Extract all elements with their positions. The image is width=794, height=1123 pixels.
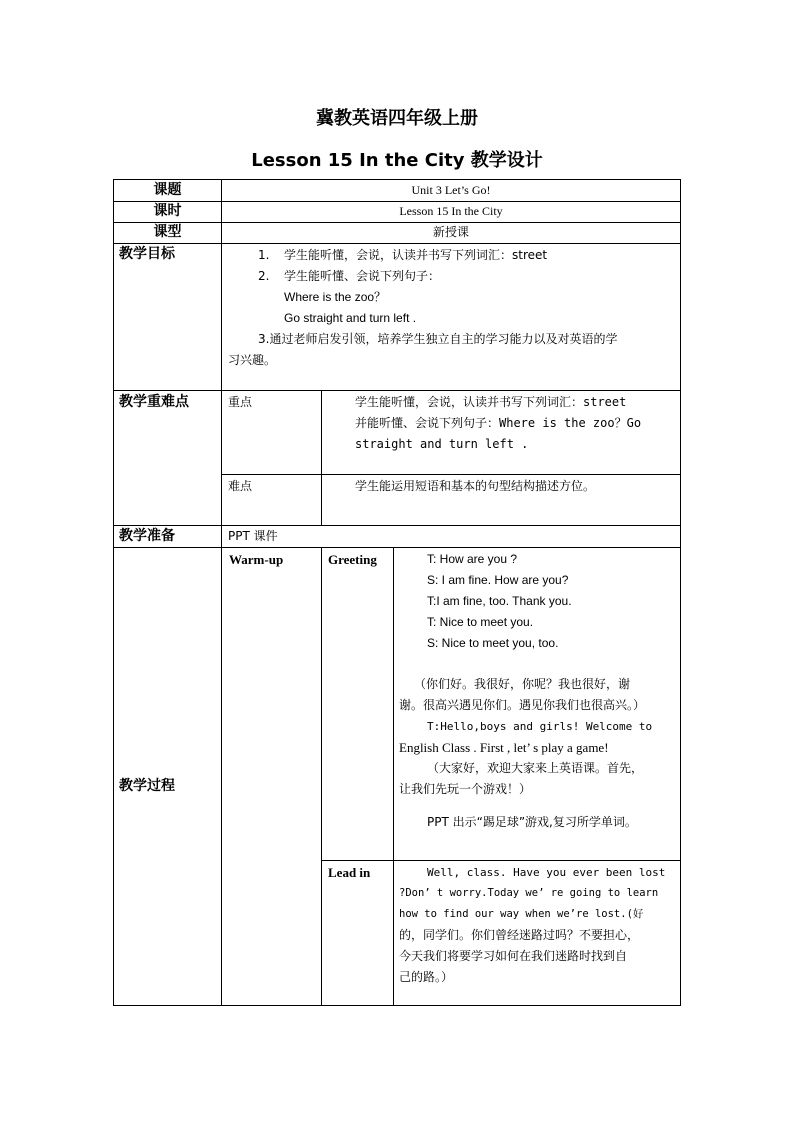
lesson-value: Lesson 15 In the City [399, 204, 503, 218]
greeting-translation: （你们好。我很好，你呢？我也很好，谢 [414, 677, 631, 691]
table-border [321, 860, 681, 861]
goal-item-number: 1. [258, 248, 270, 262]
table-border [321, 547, 322, 1006]
table-border [680, 179, 681, 1006]
key-text: 并能听懂、会说下列句子：Where is the zoo？Go [355, 416, 642, 430]
dialogue-line: T: How are you ? [427, 552, 518, 566]
topic-label: 课题 [153, 182, 182, 198]
table-border [221, 179, 222, 1006]
greeting-label: Greeting [328, 552, 377, 567]
dialogue-line: S: Nice to meet you, too. [427, 636, 559, 650]
table-border [113, 179, 114, 1006]
leadin-translation: 的，同学们。你们曾经迷路过吗？不要担心， [399, 928, 640, 942]
key-label: 重点 [228, 395, 253, 409]
leadin-translation: 今天我们将要学习如何在我们迷路时找到自 [399, 949, 628, 963]
goal-item-3-cont: 习兴趣。 [228, 353, 277, 367]
table-border [321, 390, 322, 526]
greeting-translation: 谢。很高兴遇见你们。遇见你我们也很高兴。） [399, 698, 646, 712]
welcome-translation: 让我们先玩一个游戏！） [399, 782, 532, 796]
leadin-text: how to find our way when we’re lost.(好 [399, 908, 644, 920]
leadin-text: ?Don’ t worry.Today we’ re going to learn [399, 887, 659, 899]
goal-item-text: 学生能听懂，会说，认读并书写下列词汇：street [284, 248, 548, 262]
topic-value: Unit 3 Let’s Go! [411, 183, 491, 197]
lesson-label: 课时 [153, 203, 182, 219]
difficulty-label: 难点 [228, 479, 253, 493]
process-label: 教学过程 [119, 778, 175, 794]
table-border [393, 547, 394, 1006]
stage-label: Warm-up [229, 552, 284, 567]
prep-value: PPT 课件 [228, 529, 278, 543]
goals-label: 教学目标 [119, 246, 175, 262]
key-text: straight and turn left . [355, 437, 529, 451]
dialogue-line: T:I am fine, too. Thank you. [427, 594, 572, 608]
leadin-translation: 己的路。） [399, 970, 454, 984]
leadin-label: Lead in [328, 865, 371, 880]
table-border [113, 547, 681, 548]
dialogue-line: S: I am fine. How are you? [427, 573, 569, 587]
goal-item-3: 3.通过老师启发引领，培养学生独立自主的学习能力以及对英语的学 [258, 332, 618, 346]
ppt-game-text: PPT 出示“踢足球”游戏,复习所学单词。 [427, 815, 637, 829]
goal-sentence: Go straight and turn left . [284, 311, 417, 325]
teacher-greeting: English Class . First , let’ s play a game! [399, 740, 609, 755]
table-border [113, 1005, 681, 1006]
goal-sentence: Where is the zoo？ [284, 290, 387, 304]
leadin-text: Well, class. Have you ever been lost [427, 866, 666, 879]
teacher-greeting: T:Hello,boys and girls! Welcome to [427, 720, 653, 733]
type-label: 课型 [153, 224, 182, 240]
document-title: 冀教英语四年级上册 [316, 108, 478, 129]
type-value: 新授课 [432, 225, 469, 239]
key-text: 学生能听懂，会说，认读并书写下列词汇：street [355, 395, 627, 409]
table-border [221, 474, 681, 475]
keypoints-label: 教学重难点 [119, 394, 189, 410]
prep-label: 教学准备 [119, 528, 175, 544]
goal-item-text: 学生能听懂、会说下列句子： [284, 269, 441, 283]
welcome-translation: （大家好，欢迎大家来上英语课。首先， [427, 761, 644, 775]
difficulty-text: 学生能运用短语和基本的句型结构描述方位。 [355, 479, 596, 493]
document-subtitle: Lesson 15 In the City 教学设计 [251, 150, 543, 171]
dialogue-line: T: Nice to meet you. [427, 615, 534, 629]
goal-item-number: 2. [258, 269, 270, 283]
table-border [113, 390, 681, 391]
